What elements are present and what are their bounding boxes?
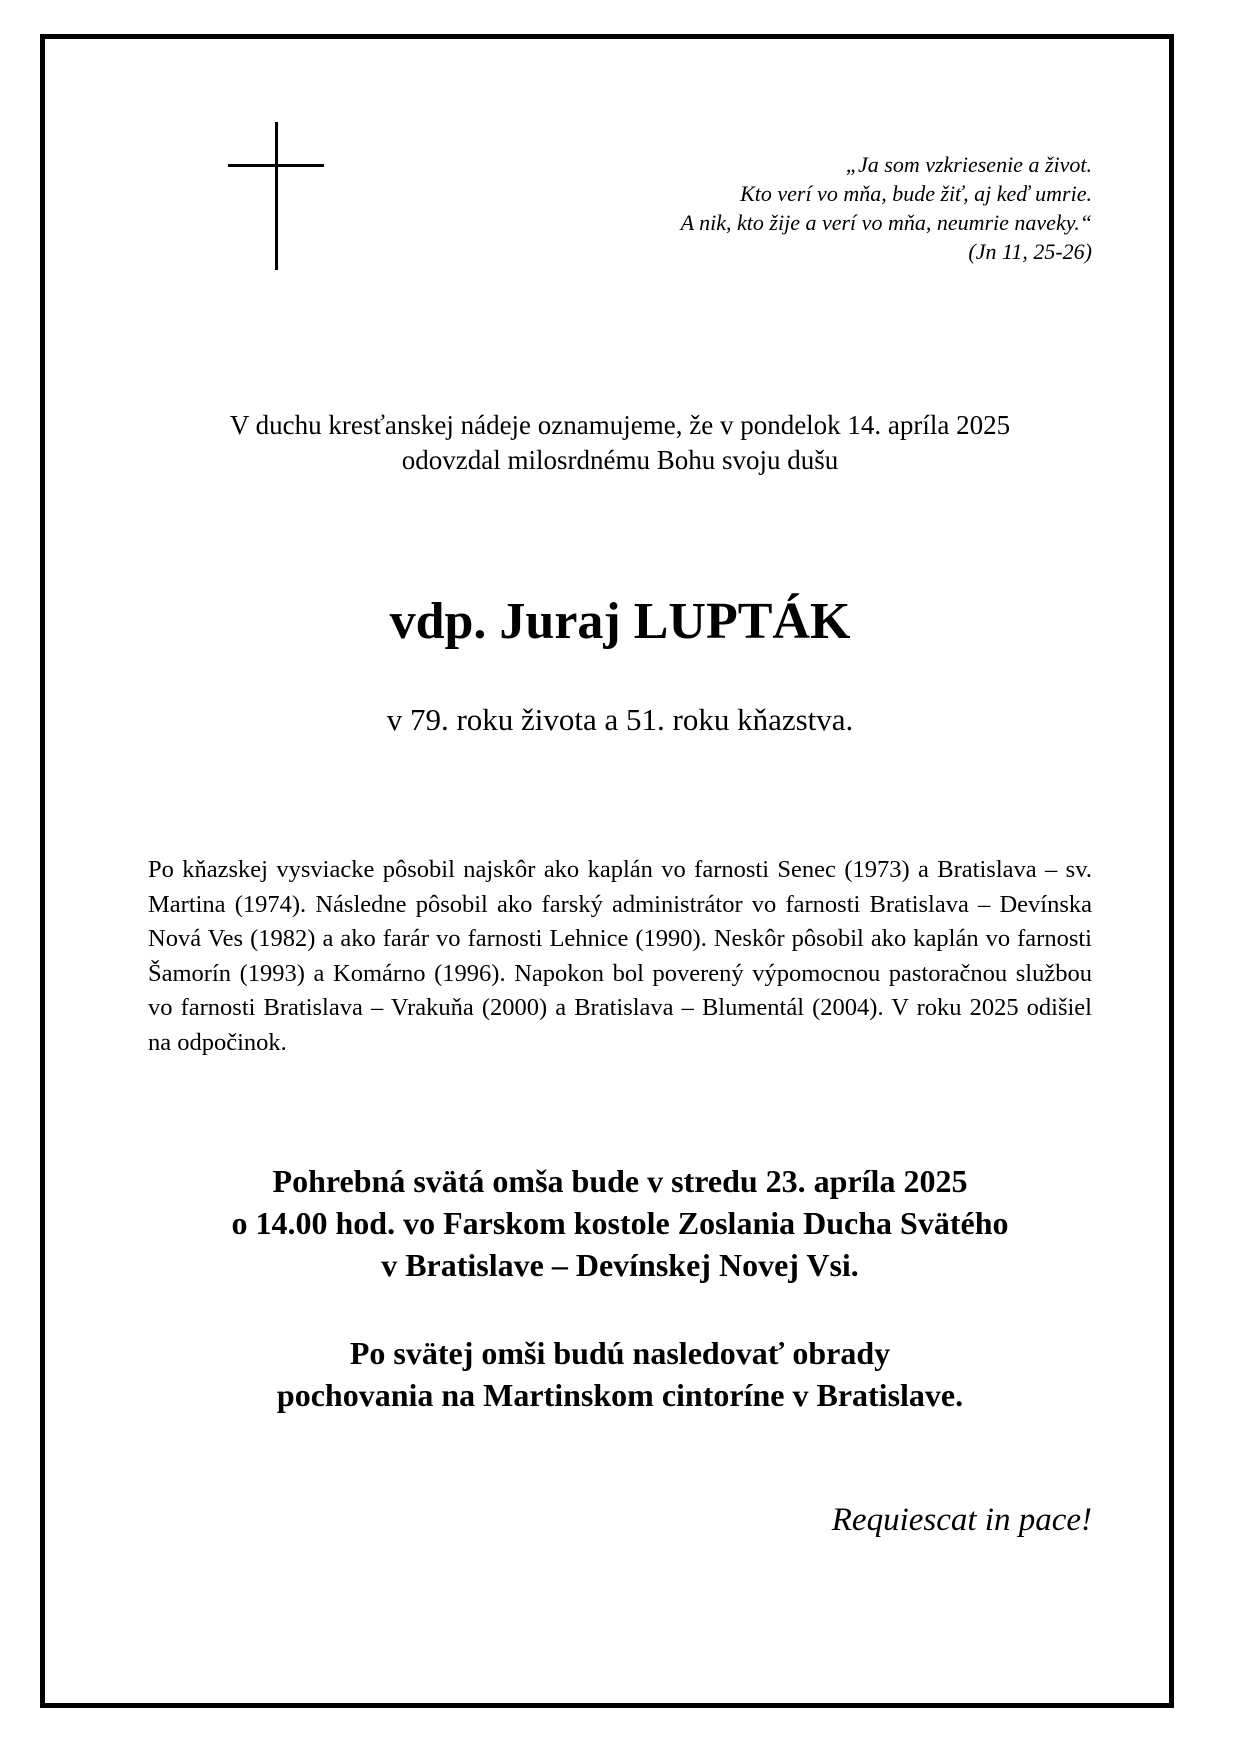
funeral-mass-info: [0, 1160, 1240, 1286]
closing-phrase: Requiescat in pace!: [831, 1502, 1092, 1538]
announcement-line: odovzdal milosrdnému Bohu svoju dušu: [401, 445, 839, 475]
biography-paragraph: Po kňazskej vysviacke pôsobil najskôr ako kaplán vo farnosti Senec (1973) a Bratislava – sv. Martina (1974). Následne pôsobil ako farský administrátor vo farnosti Bratislava – Devínska Nová Ves (1982) a ako farár vo farnosti Lehnice (1990). Neskôr pôsobil ako kaplán vo farnosti Šamorín (1993) a Komárno (1996). Napokon bol poverený výpomocnou pastoračnou službou vo farnosti Bratislava – Vrakuňa (2000) a Bratislava – Blumentál (2004). V roku 2025 odišiel na odpočinok.: [148, 856, 1092, 1056]
deceased-name: vdp. Juraj LUPTÁK: [389, 593, 851, 650]
bible-quote: [681, 150, 1092, 266]
cross-icon: [228, 122, 324, 270]
quote-line: A nik, kto žije a verí vo mňa, neumrie naveky.“: [680, 210, 1092, 235]
burial-line: pochovania na Martinskom cintoríne v Bratislave.: [276, 1377, 964, 1413]
announcement: [0, 408, 1240, 478]
quote-line: „Ja som vzkriesenie a život.: [845, 152, 1092, 177]
age-line: v 79. roku života a 51. roku kňazstva.: [386, 702, 854, 737]
announcement-line: V duchu kresťanskej nádeje oznamujeme, že v pondelok 14. apríla 2025: [229, 410, 1011, 440]
funeral-line: Pohrebná svätá omša bude v stredu 23. apríla 2025: [272, 1163, 968, 1199]
burial-info: [0, 1332, 1240, 1416]
quote-reference: (Jn 11, 25-26): [968, 239, 1092, 264]
funeral-line: o 14.00 hod. vo Farskom kostole Zoslania Ducha Svätého: [231, 1205, 1009, 1241]
burial-line: Po svätej omši budú nasledovať obrady: [349, 1335, 891, 1371]
quote-line: Kto verí vo mňa, bude žiť, aj keď umrie.: [740, 181, 1092, 206]
funeral-line: v Bratislave – Devínskej Novej Vsi.: [381, 1247, 859, 1283]
